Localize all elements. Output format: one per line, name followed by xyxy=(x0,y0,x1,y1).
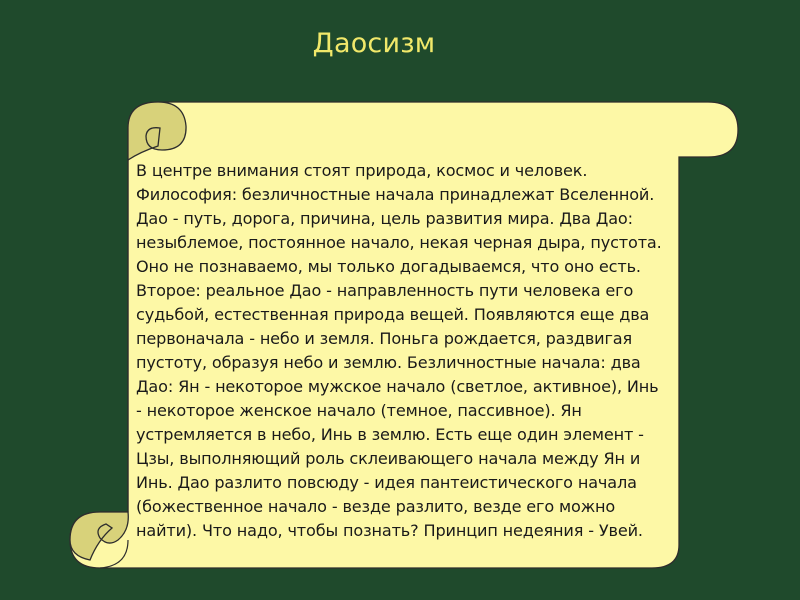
scroll-body-text: В центре внимания стоят природа, космос и человек. Философия: безличностные начала принадлежат Вселенной. Дао - путь, дорога, причина, цель развития мира. Два Дао: незыблемое, постоянное начало, некая черная дыра, пустота. Оно не познаваемо, мы только догадываемся, что оно есть. Второе: реальное Дао - направленность пути человека его судьбой, естественная природа вещей. Появляются еще два первоначала - небо и земля. Поньга рождается, раздвигая пустоту, образуя небо и землю. Безличностные начала: два Дао: Ян - некоторое мужское начало (светлое, активное), Инь - некоторое женское начало (темное, пассивное). Ян устремляется в небо, Инь в землю. Есть еще один элемент - Цзы, выполняющий роль склеивающего начала между Ян и Инь. Дао разлито повсюду - идея пантеистического начала (божественное начало - везде разлито, везде его можно найти). Что надо, чтобы познать? Принцип недеяния - Увей. xyxy=(136,161,662,540)
slide-title: Даосизм xyxy=(312,28,436,59)
